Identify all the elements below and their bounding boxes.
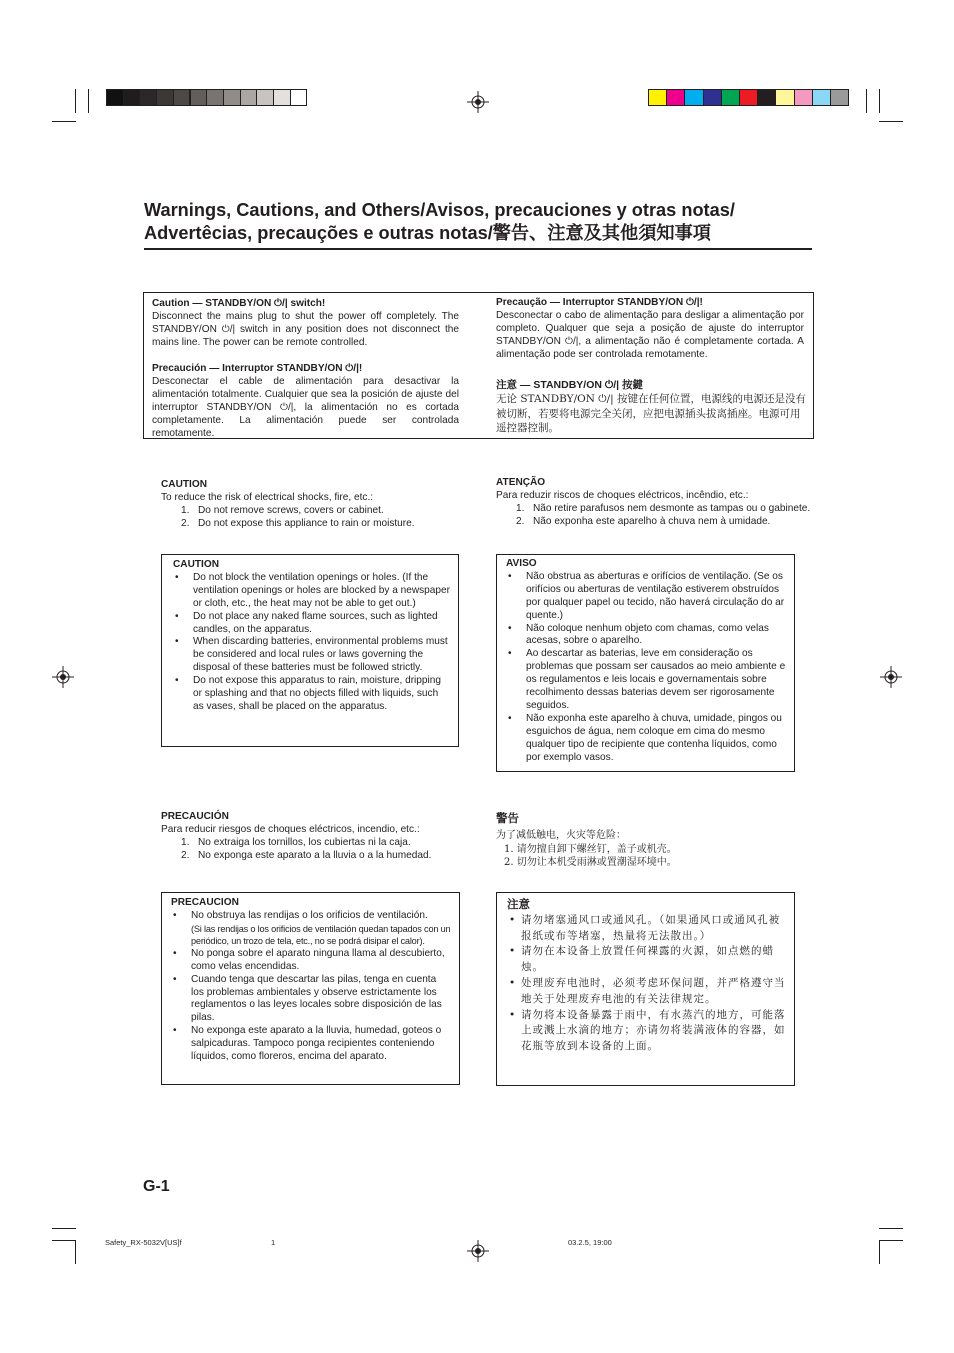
warning-zh-item: 2. 切勿让本机受雨淋或置潮湿环境中。 [504,857,677,868]
color-swatch [123,89,141,106]
caution-en-section [161,479,461,531]
standby-caution-zh-heading: 注意 — STANDBY/ON ⏻/| 按鍵 [496,379,643,391]
precaucion-box-es-heading: PRECAUCION [171,897,239,908]
notice-box-zh [496,892,795,1086]
color-swatch [156,89,174,106]
atencao-pt-list [496,503,816,529]
list-item: • No exponga este aparato a la lluvia, humedad, goteos o salpicaduras. Tampoco ponga recipientes conteniendo líquidos, como floreros, encima del aparato. [171,1025,451,1064]
color-swatch [139,89,157,106]
list-item: • 请勿堵塞通风口或通风孔。（如果通风口或通风孔被报纸或布等堵塞，热量将无法散出。） [507,913,787,945]
color-swatch [223,89,241,106]
registration-mark-icon [52,666,74,688]
standby-caution-en-heading: Caution — STANDBY/ON ⏻/| switch! [152,298,326,309]
precaucion-es-list [161,837,461,863]
standby-caution-zh [496,378,806,436]
color-swatch [721,89,740,106]
color-swatch [757,89,776,106]
caution-box-en-heading: CAUTION [173,559,219,570]
atencao-pt-section [496,477,816,529]
list-item: • Ao descartar as baterias, leve em consideração os problemas que possam ser causados ao meio ambiente e os regulamentos e leis locais e governamentais sobre recolhimento dessas baterias devem ser rigorosamente seguidos. [506,648,788,713]
color-swatch [830,89,849,106]
registration-mark-icon [880,666,902,688]
registration-mark-icon [467,91,489,113]
aviso-box-pt-list [506,571,788,765]
caution-box-en-list [173,572,451,714]
color-swatch [256,89,274,106]
notice-box-zh-heading: 注意 [507,897,530,911]
standby-caution-es-body: Desconectar el cable de alimentación para desactivar la alimentación totalmente. Cualquier que sea la posición de ajuste del interruptor STANDBY/ON ⏻/|, la alimentación no es cortada completamente. La alimentación puede ser controlada remotamente. [152,375,459,439]
list-item: • Não exponha este aparelho à chuva, umidade, pingos ou esguichos de água, nem coloque em cima do mesmo qualquer tipo de recipiente que contenha líquidos, como por exemplo vasos. [506,713,788,765]
title-line-2: Advertêcias, precauções e outras notas/警告、注意及其他須知事項 [144,223,711,243]
color-swatch [290,89,308,106]
list-item: • When discarding batteries, environmental problems must be considered and local rules or laws governing the disposal of these batteries must be followed strictly. [173,636,451,675]
list-item: • Do not place any naked flame sources, such as lighted candles, on the apparatus. [173,611,451,637]
standby-caution-zh-body: 无论 STANDBY/ON ⏻/| 按键在任何位置，电源线的电源还是没有被切断，若要将电源完全关闭，应把电源插头拔离插座。电源可用遥控器控制。 [496,393,807,434]
precaucion-box-es [161,892,460,1085]
title-rule [144,248,812,250]
warning-zh-intro: 为了减低触电，火灾等危险： [496,830,626,841]
list-item: 1. Do not remove screws, covers or cabinet. [181,504,384,516]
standby-caution-es-heading: Precaución — Interruptor STANDBY/ON ⏻/|! [152,363,363,374]
color-swatch [173,89,191,106]
list-item: • Do not block the ventilation openings or holes. (If the ventilation openings or holes are blocked by a newspaper or cloth, etc., the heat may not be able to get out.) [173,572,451,611]
caution-box-en [161,554,459,747]
list-item: • No ponga sobre el aparato ninguna llama al descubierto, como velas encendidas. [171,948,451,974]
title-line-1: Warnings, Cautions, and Others/Avisos, precauciones y otras notas/ [144,200,735,220]
page-number: G-1 [143,1178,170,1195]
color-swatch [739,89,758,106]
footer-page: 1 [271,1238,276,1247]
warning-zh-heading: 警告 [496,811,519,825]
footer-filename: Safety_RX-5032V[US]f [105,1238,182,1247]
warning-zh-item: 1. 请勿擅自卸下螺丝钉，盖子或机壳。 [504,843,677,855]
standby-caution-en-body: Disconnect the mains plug to shut the power off completely. The STANDBY/ON ⏻/| switch in any position does not disconnect the mains line. The power can be remote controlled. [152,310,459,348]
color-swatch [190,89,208,106]
page-title [144,199,812,245]
caution-en-list [161,505,461,531]
warning-zh-section [496,811,796,870]
list-item: • Do not expose this apparatus to rain, moisture, dripping or splashing and that no objects filled with liquids, such as vases, shall be placed on the apparatus. [173,675,451,714]
aviso-box-pt-heading: AVISO [506,558,537,569]
caution-en-heading: CAUTION [161,479,207,490]
color-swatch [703,89,722,106]
registration-mark-icon [467,1240,489,1262]
list-item-note: (Si las rendijas o los orificios de ventilación quedan tapados con un periódico, un trozo de tela, etc., no se podrá disipar el calor). [191,923,451,947]
list-item: 2. Não exponha este aparelho à chuva nem à umidade. [516,515,771,527]
atencao-pt-heading: ATENÇÃO [496,477,546,488]
standby-caution-pt-heading: Precaução — Interruptor STANDBY/ON ⏻/|! [496,297,703,308]
list-item: • 请勿在本设备上放置任何裸露的火源，如点燃的蜡烛。 [507,944,787,976]
list-item: 1. Não retire parafusos nem desmonte as tampas ou o gabinete. [516,502,811,514]
footer-date: 03.2.5, 19:00 [568,1238,612,1247]
standby-caution-es [152,363,459,440]
color-swatch [240,89,258,106]
list-item: • Cuando tenga que descartar las pilas, tenga en cuenta los problemas ambientales y observe estrictamente los reglamentos o las leyes locales sobre disposición de las pilas. [171,974,451,1026]
standby-caution-en [152,298,459,350]
color-swatch [273,89,291,106]
standby-caution-pt [496,297,804,362]
caution-en-intro: To reduce the risk of electrical shocks, fire, etc.: [161,491,374,503]
precaucion-box-es-list [171,910,451,1064]
atencao-pt-intro: Para reduzir riscos de choques eléctricos, incêndio, etc.: [496,489,749,501]
list-item: • No obstruya las rendijas o los orificios de ventilación. (Si las rendijas o los orificios de ventilación quedan tapados con un periódico, un trozo de tela, etc., no se podrá disipar el calor). [171,910,451,948]
color-swatch [794,89,813,106]
color-swatch [684,89,703,106]
precaucion-es-heading: PRECAUCIÓN [161,811,229,822]
notice-box-zh-list [507,913,787,1055]
precaucion-es-intro: Para reducir riesgos de choques eléctricos, incendio, etc.: [161,823,420,835]
color-swatch [666,89,685,106]
list-item: • Não obstrua as aberturas e orifícios de ventilação. (Se os orifícios ou aberturas de ventilação estiverem obstruídos por qualquer papel ou tecido, não haverá circulação do ar quente.) [506,571,788,623]
color-swatch [812,89,831,106]
color-swatch [206,89,224,106]
list-item: 1. No extraiga los tornillos, los cubiertas ni la caja. [181,836,411,848]
list-item: • 请勿将本设备暴露于雨中，有水蒸汽的地方，可能落上或溅上水滴的地方；亦请勿将装满液体的容器，如花瓶等放到本设备的上面。 [507,1008,787,1055]
precaucion-es-section [161,811,461,863]
list-item: • Não coloque nenhum objeto com chamas, como velas acesas, sobre o aparelho. [506,623,788,649]
list-item: • 处理废弃电池时，必须考虑环保问题，并严格遵守当地关于处理废弃电池的有关法律规定。 [507,976,787,1008]
standby-caution-pt-body: Desconectar o cabo de alimentação para desligar a alimentação por completo. Qualquer que seja a posição de ajuste do interruptor STANDBY/ON ⏻/|, a alimentação não é completamente cortada. A alimentação pode ser controlada remotamente. [496,309,804,360]
color-swatch [106,89,124,106]
color-swatch [775,89,794,106]
list-item: 2. No exponga este aparato a la lluvia o a la humedad. [181,849,432,861]
aviso-box-pt [496,554,795,772]
color-swatch [648,89,667,106]
list-item: 2. Do not expose this appliance to rain or moisture. [181,517,415,529]
